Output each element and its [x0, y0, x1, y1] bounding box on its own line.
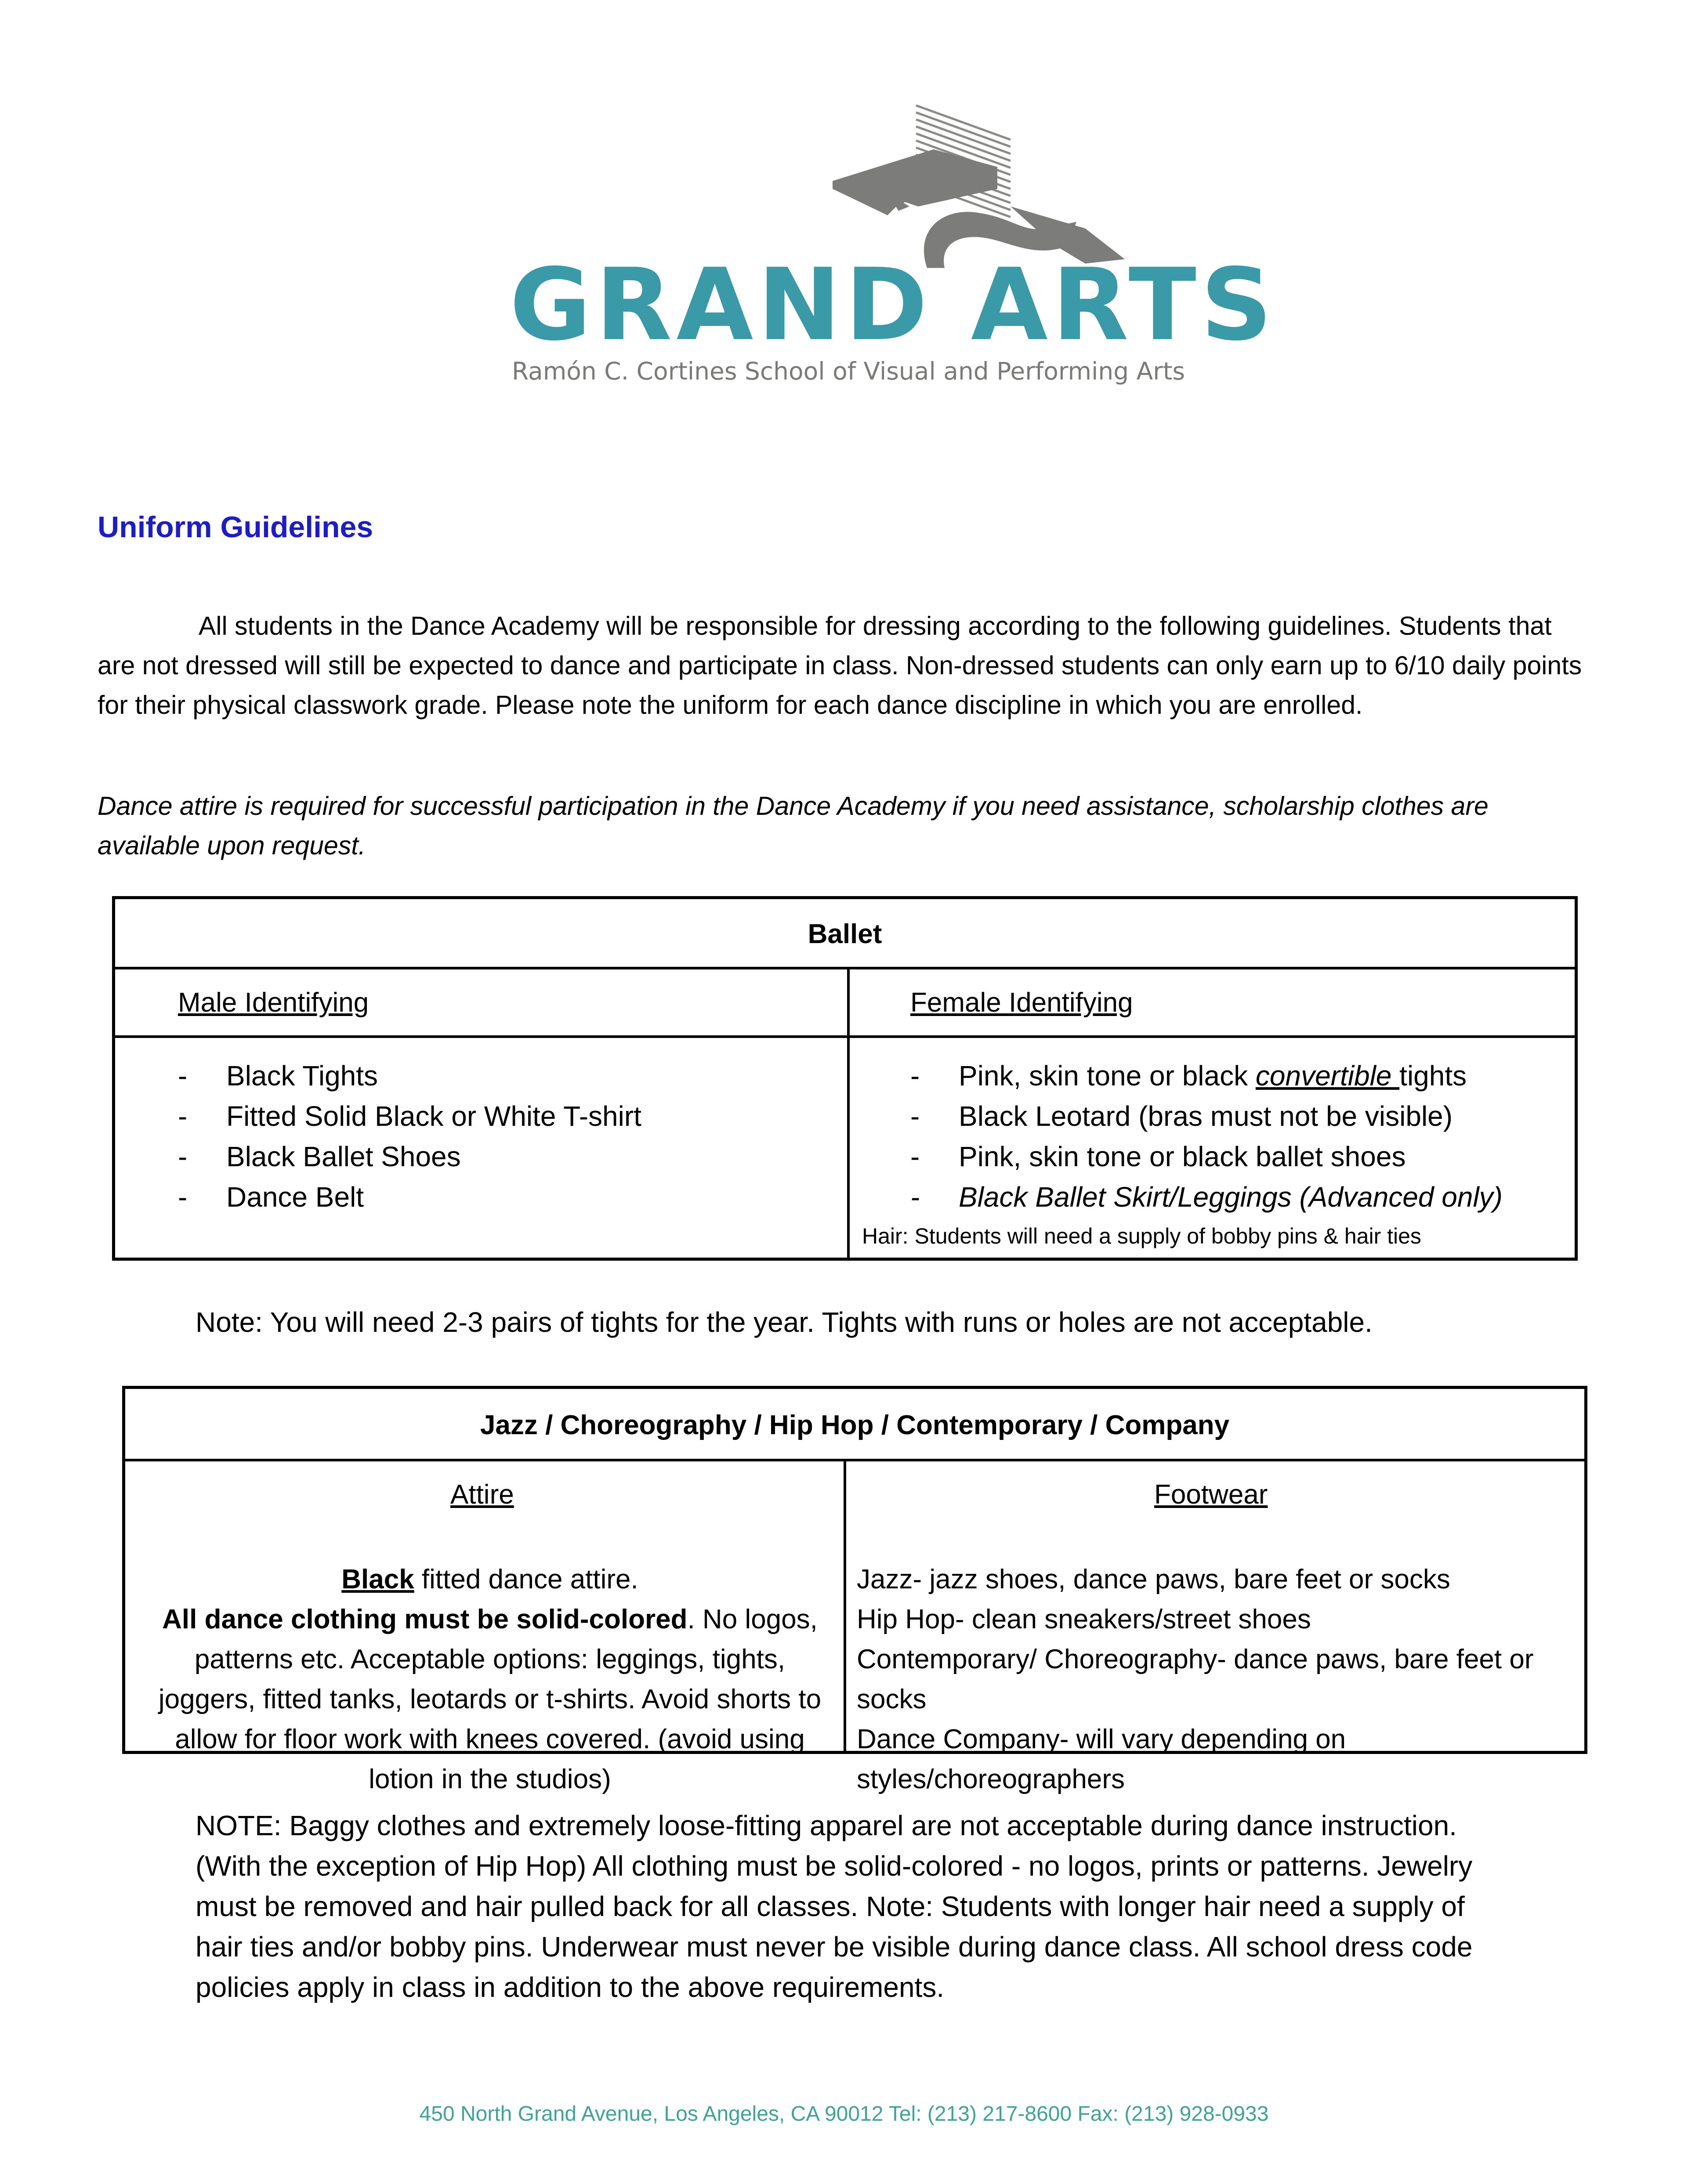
intro-paragraph: All students in the Dance Academy will be responsible for dressing according to the following guidelines. Students that are not dressed will still be expected to dance and participate in class. Non-dressed students can only earn up to 6/10 daily points for their physical classwork grade. Please note the uniform for each dance discipline in which you are enrolled.: [98, 611, 1582, 720]
list-item: - Black Leotard (bras must not be visible): [910, 1096, 1503, 1136]
list-item: [910, 1056, 1503, 1096]
ballet-subhead-divider: [115, 1035, 1575, 1038]
list-item: - Dance Belt: [178, 1177, 641, 1217]
list-item: Contemporary/ Choreography- dance paws, bare feet or socks: [857, 1644, 1534, 1714]
list-item: - Black Tights: [178, 1056, 641, 1096]
logo-wordmark: GRAND ARTS: [510, 247, 1277, 363]
black-emphasis: Black: [341, 1564, 414, 1595]
page-title: Uniform Guidelines: [98, 510, 373, 544]
list-item-text: Pink, skin tone or black: [959, 1060, 1256, 1092]
ballet-table: [112, 896, 1578, 1261]
footwear-list: [857, 1559, 1577, 1799]
attire-heading: Attire: [450, 1479, 514, 1510]
attire-line: fitted dance attire.: [414, 1564, 638, 1595]
list-item: Jazz- jazz shoes, dance paws, bare feet or socks: [857, 1564, 1450, 1595]
female-identifying-heading: Female Identifying: [910, 987, 1133, 1018]
footwear-heading: Footwear: [1154, 1479, 1268, 1510]
footer-address: 450 North Grand Avenue, Los Angeles, CA 90012 Tel: (213) 217-8600 Fax: (213) 928-0933: [419, 2102, 1269, 2126]
list-item: - Pink, skin tone or black ballet shoes: [910, 1136, 1503, 1177]
hair-note: Hair: Students will need a supply of bobby pins & hair ties: [862, 1224, 1421, 1248]
female-items-list: [910, 1056, 1503, 1217]
list-item: - Fitted Solid Black or White T-shirt: [178, 1096, 641, 1136]
logo-subtitle: Ramón C. Cortines School of Visual and Performing Arts: [512, 357, 1185, 385]
male-identifying-heading: Male Identifying: [178, 987, 369, 1018]
jazz-table: [122, 1386, 1587, 1794]
attire-description: [152, 1559, 828, 1799]
list-item: - Black Ballet Skirt/Leggings (Advanced only): [910, 1177, 1503, 1217]
scholarship-note: Dance attire is required for successful participation in the Dance Academy if you need assistance, scholarship clothes are available upon request.: [98, 792, 1489, 860]
ballet-heading: Ballet: [115, 899, 1575, 969]
solid-color-emphasis: All dance clothing must be solid-colored: [162, 1604, 688, 1634]
list-item: Hip Hop- clean sneakers/street shoes: [857, 1604, 1311, 1634]
jazz-column-divider: [844, 1459, 846, 1751]
jazz-heading: Jazz / Choreography / Hip Hop / Contemporary / Company: [125, 1389, 1584, 1461]
attire-line: . No logos, patterns etc. Acceptable options: leggings, tights, joggers, fitted tanks, leotards or t-shirts. Avoid shorts to allow for floor work with knees covered. (avoid using lotion in the studios): [158, 1604, 822, 1794]
convertible-emphasis: convertible: [1255, 1060, 1400, 1092]
list-item: Dance Company- will vary depending on styles/choreographers: [857, 1724, 1346, 1794]
final-note: NOTE: Baggy clothes and extremely loose-fitting apparel are not acceptable during dance instruction. (With the exception of Hip Hop) All clothing must be solid-colored - no logos, prints or patterns. Jewelry must be removed and hair pulled back for all classes. Note: Students with longer hair need a supply of hair ties and/or bobby pins. Underwear must never be visible during dance class. All school dress code policies apply in class in addition to the above requirements.: [196, 1810, 1473, 2003]
school-logo: [0, 0, 1688, 395]
male-items-list: [178, 1056, 641, 1217]
list-item: - Black Ballet Shoes: [178, 1136, 641, 1177]
ballet-column-divider: [847, 967, 850, 1258]
tights-note: Note: You will need 2-3 pairs of tights for the year. Tights with runs or holes are not acceptable.: [196, 1306, 1373, 1338]
list-item-text: tights: [1399, 1060, 1467, 1092]
